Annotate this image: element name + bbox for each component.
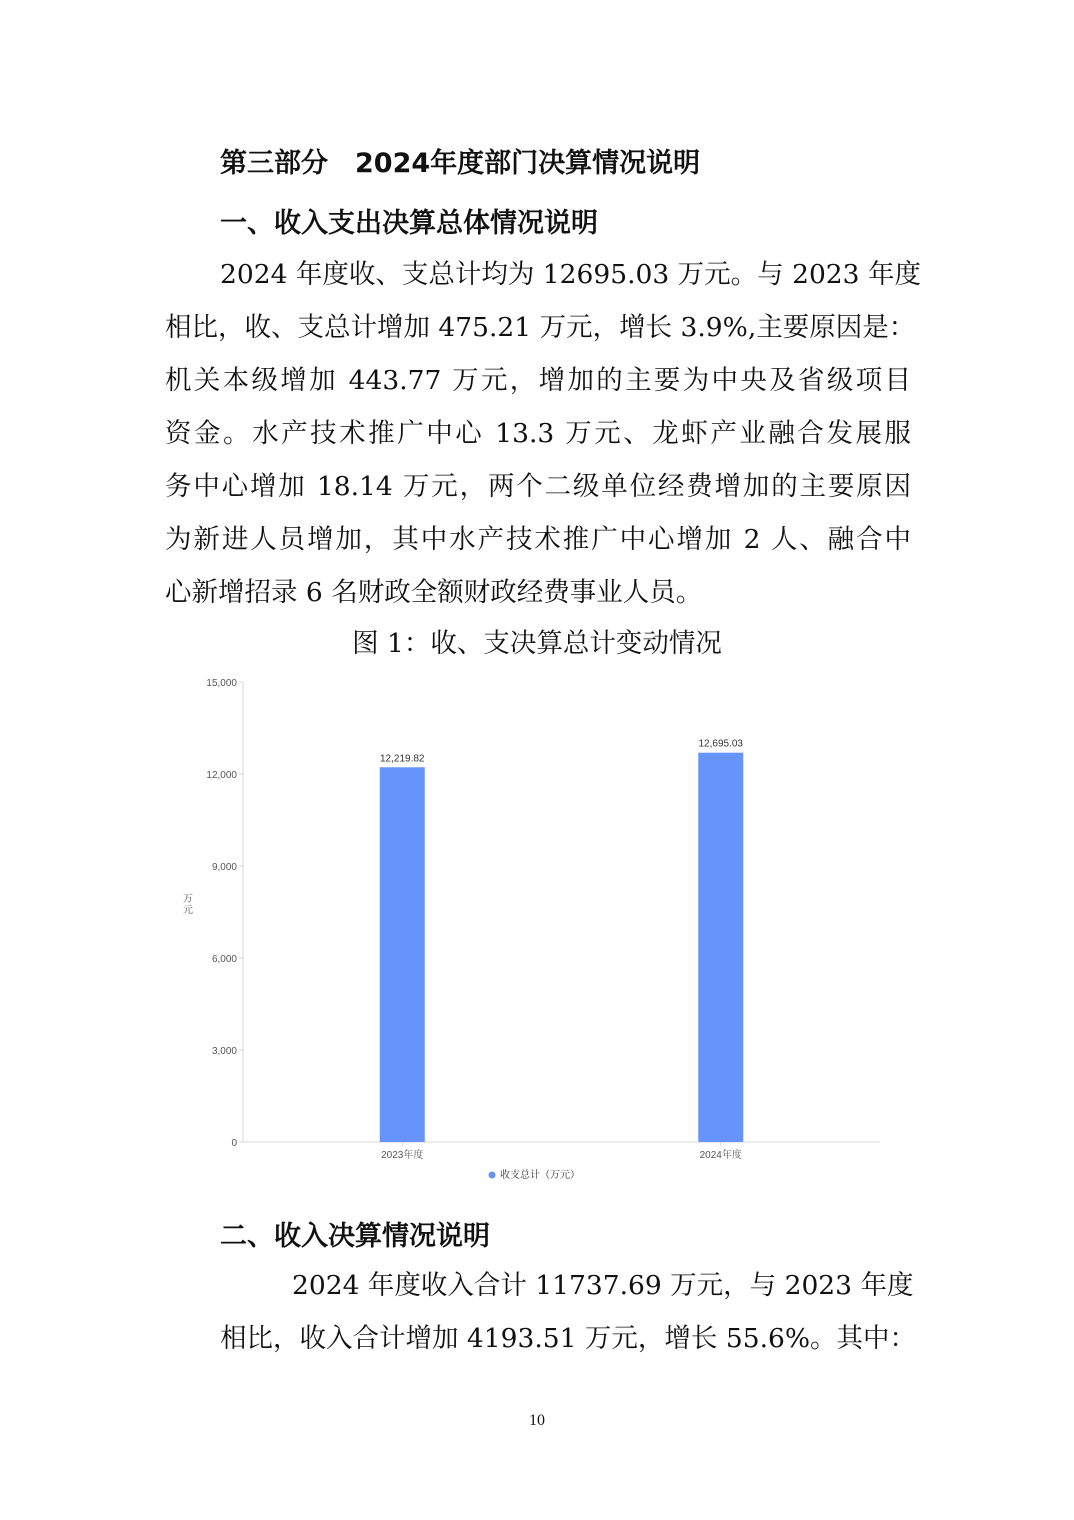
paragraph-1-line: 务中心增加 18.14 万元，两个二级单位经费增加的主要原因 (165, 471, 911, 502)
paragraph-1 (165, 248, 921, 619)
y-tick-label: 3,000 (211, 1046, 237, 1057)
bar-value-label: 12,219.82 (380, 753, 425, 765)
y-tick-label: 15,000 (206, 678, 237, 689)
paragraph-2-line: 相比，收入合计增加 4193.51 万元，增长 55.6%。其中： (220, 1323, 917, 1354)
section-title: 第三部分 2024年度部门决算情况说明 (220, 148, 701, 179)
legend-marker (489, 1172, 496, 1179)
subsection-2-title: 二、收入决算情况说明 (220, 1221, 490, 1252)
x-tick-label: 2024年度 (699, 1150, 742, 1161)
paragraph-1-line: 资金。水产技术推广中心 13.3 万元、龙虾产业融合发展服 (165, 418, 911, 449)
paragraph-2 (220, 1259, 917, 1365)
paragraph-2-line: 2024 年度收入合计 11737.69 万元，与 2023 年度 (292, 1270, 914, 1301)
paragraph-1-line: 为新进人员增加，其中水产技术推广中心增加 2 人、融合中 (165, 524, 911, 555)
paragraph-1-line: 相比，收、支总计增加 475.21 万元，增长 3.9%,主要原因是： (165, 312, 916, 343)
page-number: 10 (529, 1412, 545, 1429)
y-tick-label: 6,000 (211, 954, 237, 965)
paragraph-1-line: 心新增招录 6 名财政全额财政经费事业人员。 (165, 577, 703, 608)
bar-chart (170, 668, 900, 1193)
y-tick-label: 12,000 (206, 770, 237, 781)
y-tick-label: 0 (231, 1138, 237, 1149)
x-tick-label: 2023年度 (381, 1150, 424, 1161)
y-axis-label: 万元 (183, 894, 193, 916)
bar (698, 753, 743, 1142)
subsection-1-title: 一、收入支出决算总体情况说明 (220, 208, 598, 239)
bar-value-label: 12,695.03 (698, 738, 743, 750)
figure-1-caption: 图 1：收、支决算总计变动情况 (352, 628, 722, 659)
paragraph-1-line: 机关本级增加 443.77 万元，增加的主要为中央及省级项目 (165, 365, 911, 396)
y-tick-label: 9,000 (211, 862, 237, 873)
paragraph-1-line: 2024 年度收、支总计均为 12695.03 万元。与 2023 年度 (220, 259, 921, 290)
legend-label: 收支总计（万元） (500, 1170, 580, 1181)
bar (380, 767, 425, 1142)
